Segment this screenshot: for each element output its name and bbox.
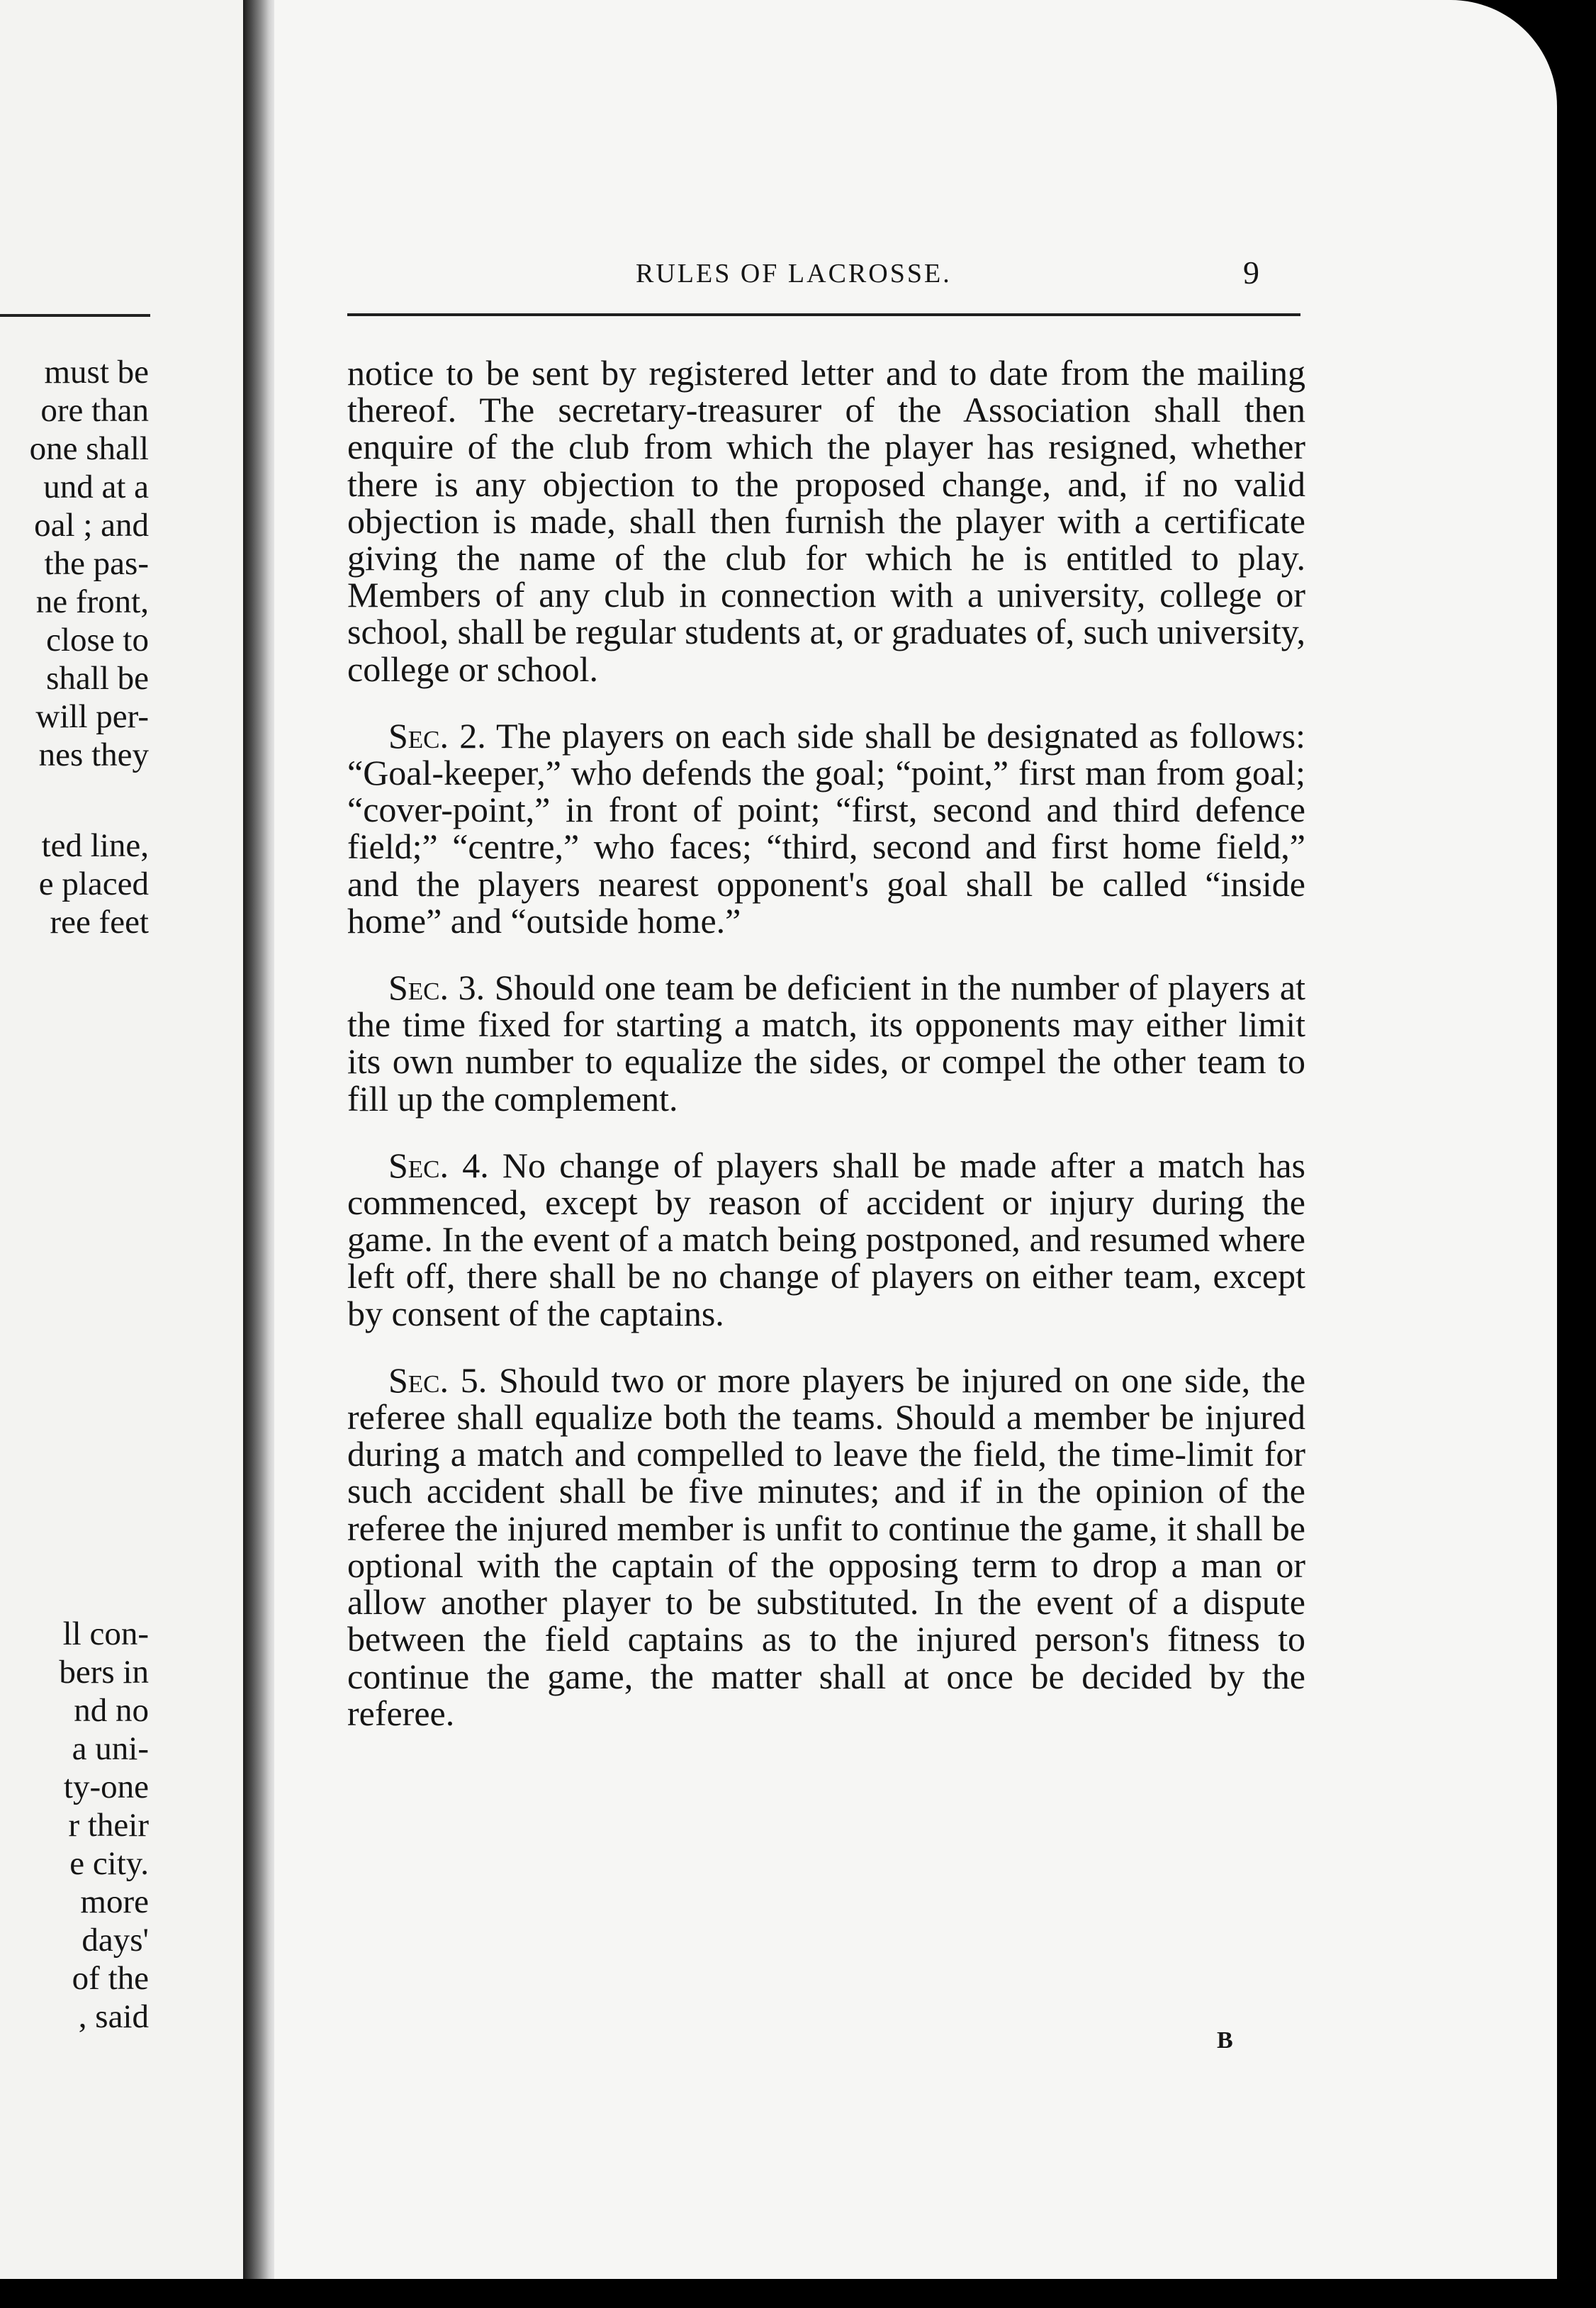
header-rule — [347, 313, 1300, 316]
left-page-fragment-line: more — [80, 1883, 149, 1920]
section-text: Should two or more players be injured on one side, the referee shall equalize both the teams. Should a member be injured during a match and compelled to leave the field, the time-limit for such accident shall be five minutes; and if in the opinion of the referee the injured member is unfit to continue the game, it shall be optional with the captain of the opposing term to drop a man or allow another player to be substituted. In the event of a dispute between the field captains as to the injured person's fitness to continue the game, the matter shall at once be decided by the referee. — [347, 1360, 1306, 1733]
left-page-fragment-line: e placed — [38, 866, 149, 902]
section-text: No change of players shall be made after a match has commenced, except by reason of accident or injury during the game. In the event of a match being postponed, and resumed where left off, there shall be no change of players on either team, except by consent of the captains. — [347, 1145, 1305, 1333]
left-page-fragment-line: close to — [46, 622, 149, 659]
left-page-fragment-line: e city. — [69, 1845, 149, 1882]
left-page — [0, 0, 249, 2279]
left-page-fragment-line: days' — [82, 1922, 149, 1959]
section-label: Sec. 2. — [388, 715, 486, 756]
left-page-fragment-line: ne front, — [35, 583, 149, 620]
section-3 — [347, 969, 1305, 1117]
book-gutter — [243, 0, 276, 2279]
signature-mark: B — [1217, 2027, 1233, 2054]
left-page-fragment-line: , said — [78, 1998, 149, 2035]
left-page-fragment-line: nes they — [38, 736, 149, 773]
section-text: Should one team be deficient in the number of players at the time fixed for starting a match, its opponents may either limit its own number to equalize the sides, or compel the other team to fill up the complement. — [347, 968, 1305, 1119]
page-number: 9 — [1243, 254, 1259, 291]
left-page-fragment-line: shall be — [46, 660, 149, 697]
left-page-fragment-line: ore than — [40, 392, 149, 429]
left-page-fragment-line: must be — [44, 354, 149, 391]
left-page-fragment-line: ree feet — [50, 904, 149, 941]
left-page-fragment-line: nd no — [74, 1692, 149, 1729]
continuation-paragraph: notice to be sent by registered letter and to date from the mailing thereof. The secretary-treasurer of the Association shall then enquire of the club from which the player has resigned, whether there is any objection to the proposed change, and, if no valid objection is made, shall then furnish the player with a certificate giving the name of the club for which he is entitled to play. Members of any club in connection with a university, college or school, shall be regular students at, or graduates of, such university, college or school. — [347, 353, 1305, 689]
left-page-fragment-line: bers in — [59, 1654, 149, 1691]
left-page-fragment-line: one shall — [29, 430, 149, 467]
left-page-fragment-line: of the — [72, 1960, 149, 1997]
running-head: RULES OF LACROSSE. — [636, 259, 952, 288]
right-page — [274, 0, 1557, 2279]
section-label: Sec. 3. — [388, 968, 485, 1008]
left-page-header-rule — [0, 314, 150, 317]
left-page-fragment-line: will per- — [35, 698, 149, 735]
left-page-fragment-line: the pas- — [44, 545, 149, 582]
section-2 — [347, 717, 1305, 939]
body-text — [347, 354, 1305, 1761]
left-page-fragment-line: ted line, — [41, 827, 149, 864]
section-5 — [347, 1362, 1305, 1732]
section-label: Sec. 4. — [388, 1145, 489, 1185]
left-page-fragment-line: ty-one — [63, 1769, 149, 1805]
section-4 — [347, 1147, 1305, 1332]
left-page-fragment-line: ll con- — [62, 1615, 149, 1652]
left-page-fragment-line: r their — [68, 1807, 149, 1844]
left-page-fragment-line: und at a — [43, 469, 149, 505]
section-text: The players on each side shall be designated as follows: “Goal-keeper,” who defends the goal; “point,” first man from goal; “cover-point,” in front of point; “first, second and third defence field;” “centre,” who faces; “third, second and first home field,” and the players nearest opponent's goal shall be called “inside home” and “outside home.” — [347, 715, 1305, 941]
left-page-fragment-line: a uni- — [72, 1730, 149, 1767]
left-page-fragment-line: oal ; and — [34, 507, 149, 544]
section-label: Sec. 5. — [388, 1360, 488, 1400]
